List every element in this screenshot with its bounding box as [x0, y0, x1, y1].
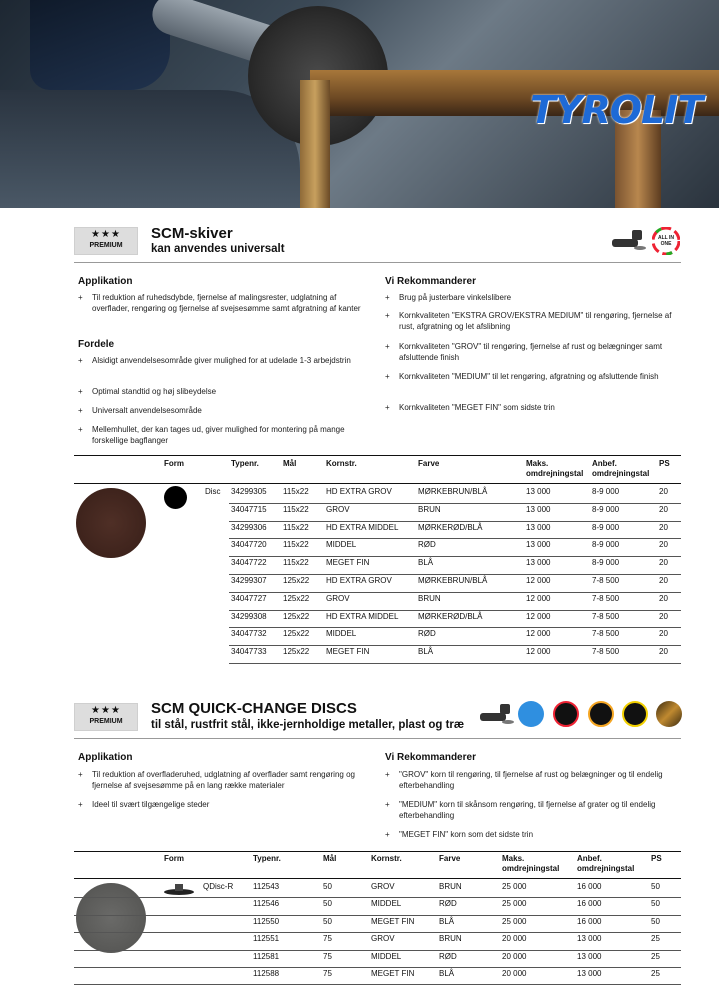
badge-label: PREMIUM — [89, 718, 123, 725]
table-cell: 112581 — [253, 951, 280, 961]
table-cell: 25 000 — [502, 916, 527, 926]
table-cell: 20 — [659, 558, 668, 568]
table-cell: 34047720 — [231, 540, 267, 550]
table-cell: HD EXTRA MIDDEL — [326, 522, 399, 532]
table-cell: 125x22 — [283, 629, 310, 639]
brand-logo: TYROLIT — [530, 88, 703, 132]
table-cell: 12 000 — [526, 576, 551, 585]
table-cell: 112551 — [253, 934, 280, 944]
list-item: + "GROV" korn til rengøring, til fjernelse af rust og belægninger og til endelig efterbehandling — [385, 770, 663, 790]
disc-product-image — [76, 488, 146, 558]
inox-material-icon — [553, 701, 579, 727]
list-item: + Til reduktion af overfladeruhed, udglatning af overflader samt rengøring og fjernelse af svejsesømme på en lang række materialer — [78, 770, 355, 790]
list-item: + Ideel til svært tilgængelige steder — [78, 800, 210, 809]
table-cell: 20 — [659, 647, 668, 657]
rekommanderer-heading: Vi Rekommanderer — [385, 276, 476, 287]
table-cell: RØD — [439, 951, 457, 961]
row-divider — [229, 521, 681, 522]
table-cell: 112588 — [253, 969, 280, 978]
rusty-post-left — [300, 80, 330, 208]
table-cell: 25 — [651, 969, 660, 978]
table-cell: 25 — [651, 934, 660, 944]
list-item: + Kornkvaliteten "MEGET FIN" som sidste trin — [385, 403, 555, 412]
list-item: + Kornkvaliteten "GROV" til rengøring, fjernelse af rust og belægninger samt afsluttende finish — [385, 342, 663, 362]
table-cell: 12 000 — [526, 593, 551, 603]
table-cell: 115x22 — [283, 522, 309, 532]
hero-image — [0, 0, 719, 208]
glove-shape — [30, 0, 170, 90]
list-item: + Kornkvaliteten "EKSTRA GROV/EKSTRA MEDIUM" til rengøring, fjernelse af rust, afgratning og let afslibning — [385, 311, 672, 331]
table-cell: HD EXTRA MIDDEL — [326, 611, 399, 621]
table-cell: HD EXTRA GROV — [326, 487, 392, 496]
table-cell: 115x22 — [283, 540, 309, 550]
column-header-form: Form — [164, 854, 184, 863]
table-cell: 34047722 — [231, 558, 267, 568]
table-cell: 13 000 — [526, 504, 551, 514]
all-in-one-icon-label: ALL IN ONE — [657, 235, 675, 247]
row-divider — [229, 538, 681, 539]
table-cell: 20 — [659, 522, 668, 532]
qdisc-product-image — [76, 883, 146, 953]
table-cell: 50 — [323, 899, 332, 909]
table-cell: 115x22 — [283, 487, 309, 496]
column-header-anbef: Anbef. omdrejningstal — [577, 854, 635, 873]
table-cell: 125x22 — [283, 576, 310, 585]
table-cell: MIDDEL — [326, 540, 357, 550]
badge-stars: ★★★ — [91, 705, 121, 716]
non-ferrous-material-icon — [588, 701, 614, 727]
form-label: QDisc-R — [203, 882, 234, 891]
table-cell: 25 000 — [502, 882, 527, 891]
table-cell: 20 000 — [502, 934, 527, 944]
table-cell: BLÅ — [439, 916, 455, 926]
fordele-heading: Fordele — [78, 339, 115, 350]
column-header-maal: Mål — [283, 459, 297, 468]
table-cell: MEGET FIN — [371, 969, 415, 978]
list-item: + Optimal standtid og høj slibeydelse — [78, 387, 217, 396]
table-cell: HD EXTRA GROV — [326, 576, 392, 585]
premium-badge — [74, 227, 138, 255]
table-cell: GROV — [371, 934, 395, 944]
table-cell: 34047732 — [231, 629, 267, 639]
table-cell: MEGET FIN — [371, 916, 415, 926]
column-header-kornstr: Kornstr. — [371, 854, 402, 863]
table-cell: 16 000 — [577, 916, 602, 926]
table-top-rule — [74, 851, 681, 852]
table-cell: 75 — [323, 951, 332, 961]
table-cell: 7-8 500 — [592, 647, 620, 657]
table-cell: 12 000 — [526, 611, 551, 621]
table-cell: BRUN — [418, 504, 441, 514]
table-cell: BLÅ — [439, 969, 455, 978]
table-cell: GROV — [326, 593, 350, 603]
table-cell: 16 000 — [577, 899, 602, 909]
table-header-rule — [74, 878, 681, 879]
table-cell: 12 000 — [526, 629, 551, 639]
table-cell: 25 — [651, 951, 660, 961]
qdisc-shape-icon — [162, 881, 196, 897]
angle-grinder-icon — [610, 226, 646, 254]
list-item: + Mellemhullet, der kan tages ud, giver mulighed for montering på mange forskellige bagflanger — [78, 425, 345, 445]
row-divider — [74, 932, 681, 933]
table-cell: 20 — [659, 487, 668, 496]
column-header-typenr: Typenr. — [231, 459, 259, 468]
table-cell: BRUN — [439, 934, 462, 944]
table-cell: 7-8 500 — [592, 611, 620, 621]
table-cell: MEGET FIN — [326, 647, 370, 657]
list-item: + Kornkvaliteten "MEDIUM" til let rengøring, afgratning og afsluttende finish — [385, 372, 659, 381]
disc-shape-icon — [164, 486, 187, 509]
row-divider — [74, 984, 681, 985]
row-divider — [229, 503, 681, 504]
table-cell: 20 — [659, 593, 668, 603]
column-header-farve: Farve — [418, 459, 440, 468]
table-cell: 13 000 — [577, 951, 602, 961]
table-cell: 13 000 — [577, 969, 602, 978]
table-cell: 7-8 500 — [592, 629, 620, 639]
section1-title: SCM-skiver — [151, 225, 233, 242]
applikation-heading: Applikation — [78, 276, 133, 287]
table-cell: MIDDEL — [371, 899, 402, 909]
table-cell: 20 — [659, 504, 668, 514]
table-cell: MØRKEBRUN/BLÅ — [418, 576, 488, 585]
table-cell: 115x22 — [283, 504, 309, 514]
table-cell: BRUN — [418, 593, 441, 603]
row-divider — [74, 967, 681, 968]
list-item: + Brug på justerbare vinkelslibere — [385, 293, 512, 302]
form-label: Disc — [205, 487, 221, 496]
table-cell: RØD — [418, 629, 436, 639]
table-cell: 125x22 — [283, 611, 310, 621]
table-cell: 13 000 — [526, 487, 551, 496]
table-cell: 20 — [659, 540, 668, 550]
list-item: + Til reduktion af ruhedsdybde, fjernelse af malingsrester, udglatning af overflader, rengøring og fjernelse af svejsesømme samt afgratning af kanter — [78, 293, 361, 313]
table-cell: 50 — [651, 882, 660, 891]
wood-material-icon — [656, 701, 682, 727]
row-divider — [229, 610, 681, 611]
column-header-maal: Mål — [323, 854, 337, 863]
row-divider — [74, 897, 681, 898]
table-cell: MIDDEL — [371, 951, 402, 961]
table-cell: MIDDEL — [326, 629, 357, 639]
list-item: + "MEDIUM" korn til skånsom rengøring, til fjernelse af grater og til endelig efterbehandling — [385, 800, 656, 820]
divider — [74, 262, 681, 263]
table-cell: 115x22 — [283, 558, 309, 568]
table-cell: 75 — [323, 934, 332, 944]
column-header-kornstr: Kornstr. — [326, 459, 357, 468]
table-cell: 20 — [659, 629, 668, 639]
table-cell: 50 — [323, 916, 332, 926]
table-cell: 125x22 — [283, 593, 310, 603]
column-header-ps: PS — [659, 459, 670, 468]
table-cell: 34299307 — [231, 576, 267, 585]
applikation-heading: Applikation — [78, 752, 133, 763]
table-cell: 13 000 — [526, 522, 551, 532]
table-cell: BLÅ — [418, 647, 434, 657]
table-cell: 112546 — [253, 899, 280, 909]
table-cell: 75 — [323, 969, 332, 978]
row-divider — [229, 592, 681, 593]
rekommanderer-heading: Vi Rekommanderer — [385, 752, 476, 763]
table-cell: GROV — [371, 882, 395, 891]
table-cell: 50 — [651, 899, 660, 909]
table-cell: 34047727 — [231, 593, 267, 603]
table-cell: 12 000 — [526, 647, 551, 657]
list-item: + Alsidigt anvendelsesområde giver mulighed for at udelade 1-3 arbejdstrin — [78, 356, 351, 365]
table-cell: 7-8 500 — [592, 576, 620, 585]
badge-label: PREMIUM — [89, 242, 123, 249]
table-header-rule — [74, 483, 681, 484]
list-item: + Universalt anvendelsesområde — [78, 406, 202, 415]
table-cell: 20 — [659, 576, 668, 585]
column-header-ps: PS — [651, 854, 662, 863]
table-cell: MØRKEBRUN/BLÅ — [418, 487, 488, 496]
table-cell: 8-9 000 — [592, 504, 620, 514]
table-cell: 34047733 — [231, 647, 267, 657]
table-cell: 20 000 — [502, 969, 527, 978]
table-cell: 8-9 000 — [592, 540, 620, 550]
table-cell: 25 000 — [502, 899, 527, 909]
table-cell: 125x22 — [283, 647, 310, 657]
premium-badge — [74, 703, 138, 731]
section2-subtitle: til stål, rustfrit stål, ikke-jernholdige metaller, plast og træ — [151, 719, 465, 731]
table-cell: 7-8 500 — [592, 593, 620, 603]
column-header-typenr: Typenr. — [253, 854, 281, 863]
table-cell: MEGET FIN — [326, 558, 370, 568]
column-header-maks: Maks. omdrejningstal — [502, 854, 560, 873]
table-cell: BLÅ — [418, 558, 434, 568]
row-divider — [229, 627, 681, 628]
row-divider — [229, 574, 681, 575]
table-cell: RØD — [418, 540, 436, 550]
table-cell: 13 000 — [526, 540, 551, 550]
table-cell: 8-9 000 — [592, 522, 620, 532]
row-divider — [229, 645, 681, 646]
table-cell: BRUN — [439, 882, 462, 891]
column-header-anbef: Anbef. omdrejningstal — [592, 459, 650, 478]
table-cell: 16 000 — [577, 882, 602, 891]
badge-stars: ★★★ — [91, 229, 121, 240]
table-top-rule — [74, 455, 681, 456]
column-header-maks: Maks. omdrejningstal — [526, 459, 584, 478]
plastic-material-icon — [622, 701, 648, 727]
table-cell: 34047715 — [231, 504, 267, 514]
table-cell: MØRKERØD/BLÅ — [418, 611, 483, 621]
column-header-farve: Farve — [439, 854, 461, 863]
table-cell: 112543 — [253, 882, 280, 891]
table-cell: 8-9 000 — [592, 487, 620, 496]
row-divider — [229, 663, 681, 664]
table-cell: 34299306 — [231, 522, 267, 532]
angle-grinder-icon — [478, 700, 514, 728]
list-item: + "MEGET FIN" korn som det sidste trin — [385, 830, 534, 839]
section1-subtitle: kan anvendes universalt — [151, 243, 285, 255]
table-cell: GROV — [326, 504, 350, 514]
table-cell: 8-9 000 — [592, 558, 620, 568]
table-cell: MØRKERØD/BLÅ — [418, 522, 483, 532]
section2-title: SCM QUICK-CHANGE DISCS — [151, 700, 357, 717]
steel-material-icon — [518, 701, 544, 727]
table-cell: RØD — [439, 899, 457, 909]
row-divider — [229, 556, 681, 557]
table-cell: 50 — [651, 916, 660, 926]
table-cell: 13 000 — [526, 558, 551, 568]
table-cell: 20 — [659, 611, 668, 621]
divider — [74, 738, 681, 739]
table-cell: 13 000 — [577, 934, 602, 944]
column-header-form: Form — [164, 459, 184, 468]
table-cell: 34299305 — [231, 487, 267, 496]
row-divider — [74, 950, 681, 951]
table-cell: 112550 — [253, 916, 280, 926]
table-cell: 34299308 — [231, 611, 267, 621]
table-cell: 50 — [323, 882, 332, 891]
table-cell: 20 000 — [502, 951, 527, 961]
row-divider — [74, 915, 681, 916]
